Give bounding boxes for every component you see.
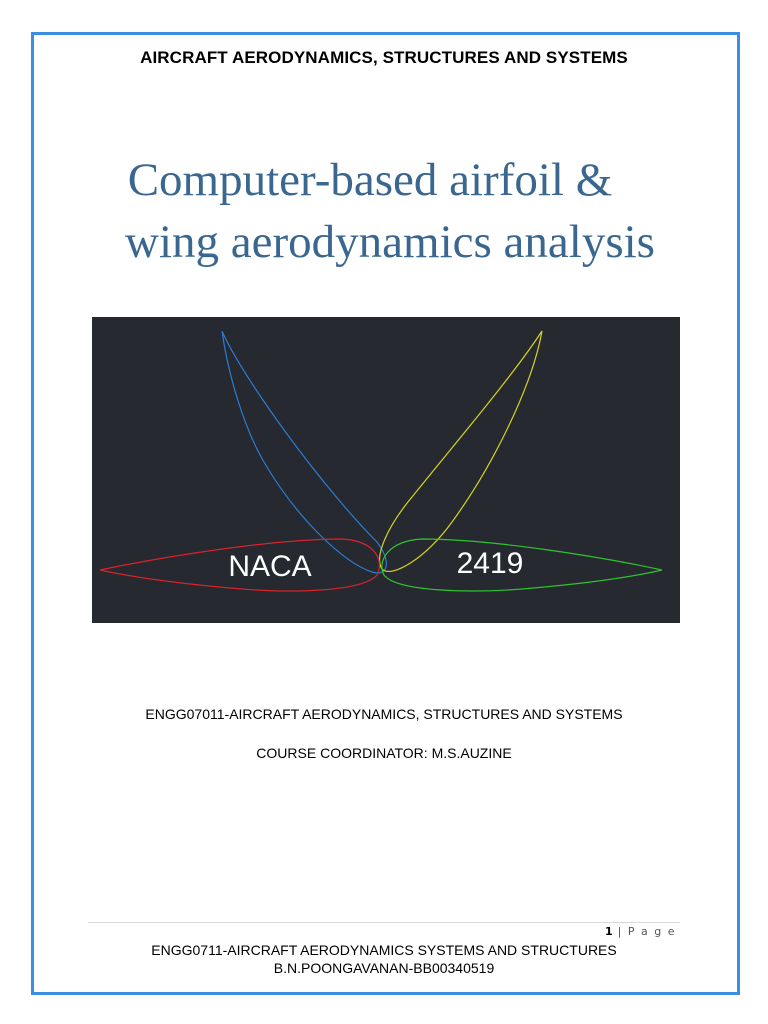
footer-course-line: ENGG0711-AIRCRAFT AERODYNAMICS SYSTEMS AND STRUCTURES [151,942,617,958]
footer-divider [88,922,680,923]
blue-airfoil-outline [222,331,386,573]
yellow-airfoil-outline [380,331,542,571]
course-code-line: ENGG07011-AIRCRAFT AERODYNAMICS, STRUCTURES AND SYSTEMS [145,706,623,722]
cover-image [92,317,680,623]
naca-label: NACA [228,550,312,583]
page-number [605,925,676,938]
airfoil-number-label: 2419 [456,547,524,580]
main-title-line-2: wing aerodynamics analysis [125,216,655,268]
airfoil-illustration [92,317,680,623]
course-coordinator-line: COURSE COORDINATOR: M.S.AUZINE [256,745,512,761]
main-title-line-1: Computer-based airfoil & [127,154,613,206]
page-number-label: | P a g e [617,925,676,938]
header-title: AIRCRAFT AERODYNAMICS, STRUCTURES AND SYSTEMS [140,48,628,67]
footer-author-line: B.N.POONGAVANAN-BB00340519 [273,960,495,976]
page-number-value: 1 [605,925,613,938]
